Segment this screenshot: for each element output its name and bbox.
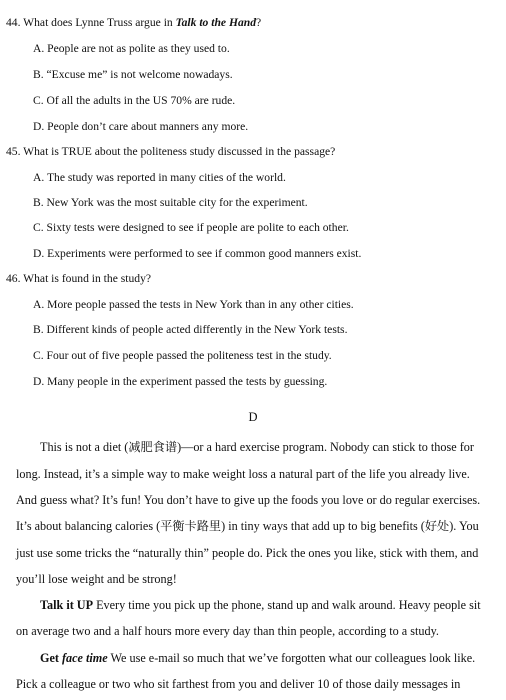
book-title: Talk to the Hand xyxy=(175,16,257,29)
tip-talk-it-up xyxy=(40,598,492,612)
question-44-stem-text: 44. What does Lynne Truss argue in xyxy=(6,16,176,29)
question-44-stem-end: ? xyxy=(256,16,262,29)
tip-text: Every time you pick up the phone, stand up and walk around. Heavy people sit xyxy=(93,598,481,612)
question-45-option-a: A. The study was reported in many cities of the world. xyxy=(33,171,286,184)
passage-line: long. Instead, it’s a simple way to make weight loss a natural part of the life you already live. xyxy=(16,467,470,481)
question-46-option-b: B. Different kinds of people acted differently in the New York tests. xyxy=(33,323,348,336)
passage-line: just use some tricks the “naturally thin” people do. Pick the ones you like, stick with them, and xyxy=(16,546,479,560)
question-44-option-c: C. Of all the adults in the US 70% are rude. xyxy=(33,94,236,107)
passage-line: you’ll lose weight and be strong! xyxy=(16,572,177,586)
tip-heading: Get xyxy=(40,651,62,665)
question-45-stem: 45. What is TRUE about the politeness study discussed in the passage? xyxy=(6,145,336,158)
tip-heading-italic: face time xyxy=(62,651,108,665)
question-46-option-c: C. Four out of five people passed the politeness test in the study. xyxy=(33,349,332,362)
passage-line: This is not a diet (减肥食谱)—or a hard exercise program. Nobody can stick to those for xyxy=(40,440,474,454)
passage-line: Pick a colleague or two who sit farthest from you and deliver 10 of those daily messages in xyxy=(16,677,461,691)
question-46-stem: 46. What is found in the study? xyxy=(6,272,152,285)
tip-get-face-time xyxy=(40,651,492,665)
question-46-option-a: A. More people passed the tests in New York than in any other cities. xyxy=(33,298,354,311)
tip-heading: Talk it UP xyxy=(40,598,94,612)
question-44-option-a: A. People are not as polite as they used to. xyxy=(33,42,230,55)
tip-text: We use e-mail so much that we’ve forgotten what our colleagues look like. xyxy=(107,651,476,665)
passage-line: And guess what? It’s fun! You don’t have to give up the foods you love or do regular exercises. xyxy=(16,493,481,507)
question-45-option-c: C. Sixty tests were designed to see if people are polite to each other. xyxy=(33,221,349,234)
question-44-option-b: B. “Excuse me” is not welcome nowadays. xyxy=(33,68,233,81)
passage-line: on average two and a half hours more every day than thin people, according to a study. xyxy=(16,624,439,638)
question-44-option-d: D. People don’t care about manners any more. xyxy=(33,120,249,133)
question-45-option-d: D. Experiments were performed to see if common good manners exist. xyxy=(33,247,362,260)
question-44-stem xyxy=(6,16,261,30)
section-heading: D xyxy=(248,410,258,424)
question-45-option-b: B. New York was the most suitable city for the experiment. xyxy=(33,196,308,209)
question-46-option-d: D. Many people in the experiment passed the tests by guessing. xyxy=(33,375,328,388)
passage-line: It’s about balancing calories (平衡卡路里) in tiny ways that add up to big benefits (好处). You xyxy=(16,519,479,533)
